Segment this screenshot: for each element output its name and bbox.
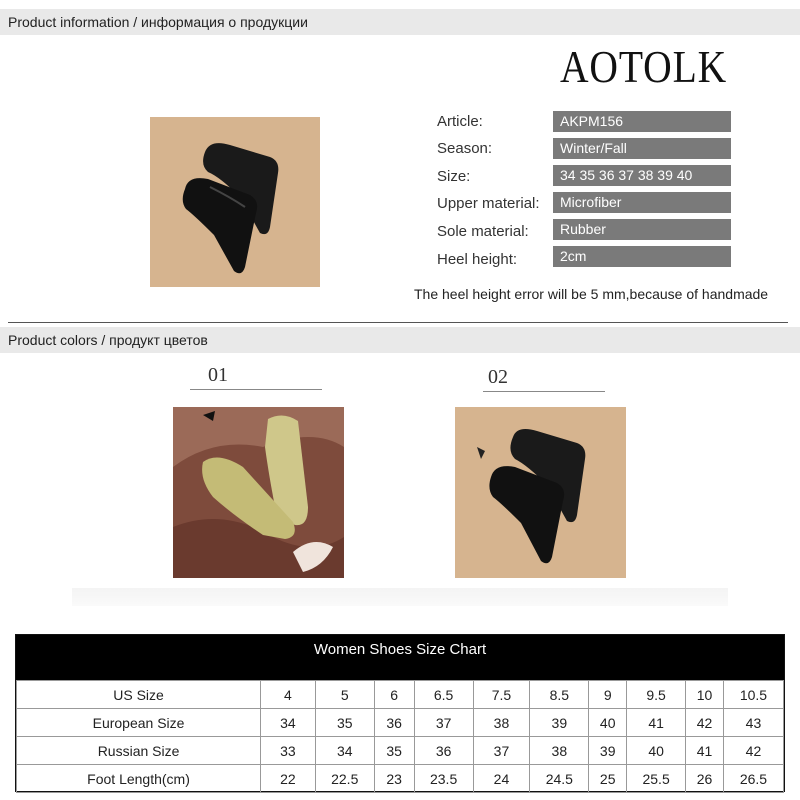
size-chart-cell: 24 [473, 765, 530, 793]
size-chart-row [17, 681, 784, 709]
size-chart-cell: 22 [261, 765, 316, 793]
size-chart-cell: 10 [686, 681, 724, 709]
size-chart-cell: 25 [589, 765, 627, 793]
size-chart-cell: 7.5 [473, 681, 530, 709]
size-chart-cell: 40 [627, 737, 686, 765]
size-chart-cell: 43 [723, 709, 783, 737]
black-shoes-illustration [150, 117, 320, 287]
size-chart-cell: 6 [374, 681, 414, 709]
size-chart-cell: 10.5 [723, 681, 783, 709]
spec-label-heel-height: Heel height: [437, 251, 518, 268]
size-chart-cell: 38 [530, 737, 589, 765]
brand-logo: AOTOLK [560, 41, 728, 92]
size-chart-cell: 42 [686, 709, 724, 737]
size-chart-cell: 38 [473, 709, 530, 737]
spec-label-article: Article: [437, 113, 483, 130]
size-chart-cell: 9.5 [627, 681, 686, 709]
size-chart-cell: 37 [473, 737, 530, 765]
spec-label-upper-material: Upper material: [437, 195, 540, 212]
size-chart-cell: 9 [589, 681, 627, 709]
size-chart-cell: 33 [261, 737, 316, 765]
size-chart-cell: 40 [589, 709, 627, 737]
size-chart-cell: 34 [315, 737, 374, 765]
size-chart-cell: 8.5 [530, 681, 589, 709]
size-chart-cell: 41 [686, 737, 724, 765]
heel-height-note: The heel height error will be 5 mm,because of handmade [414, 286, 769, 302]
size-chart-cell: 39 [589, 737, 627, 765]
gallery-shadow-strip [72, 588, 728, 606]
color-option-number-01: 01 [208, 364, 228, 386]
size-chart-cell: 26 [686, 765, 724, 793]
size-chart-cell: 36 [374, 709, 414, 737]
black-shoes-illustration [455, 407, 626, 578]
size-chart-cell: 34 [261, 709, 316, 737]
section-divider [8, 322, 788, 323]
main-product-photo [150, 117, 320, 287]
size-chart-row-label: European Size [17, 709, 261, 737]
size-chart-row [17, 765, 784, 793]
size-chart-title: Women Shoes Size Chart [16, 635, 784, 680]
spec-value-article: AKPM156 [553, 111, 731, 132]
color-option-photo-02[interactable] [455, 407, 626, 578]
color-option-underline-01 [190, 389, 322, 390]
size-chart-cell: 41 [627, 709, 686, 737]
spec-label-season: Season: [437, 140, 493, 157]
size-chart-cell: 35 [315, 709, 374, 737]
size-chart-cell: 37 [414, 709, 473, 737]
size-chart-table [16, 680, 784, 793]
size-chart-cell: 39 [530, 709, 589, 737]
size-chart-cell: 26.5 [723, 765, 783, 793]
size-chart-cell: 23.5 [414, 765, 473, 793]
size-chart-cell: 35 [374, 737, 414, 765]
size-chart-row-label: US Size [17, 681, 261, 709]
yellow-shoes-illustration [173, 407, 344, 578]
section-header-product-colors: Product colors / продукт цветов [0, 327, 800, 353]
color-option-underline-02 [483, 391, 605, 392]
spec-value-heel-height: 2cm [553, 246, 731, 267]
size-chart-cell: 4 [261, 681, 316, 709]
size-chart-cell: 24.5 [530, 765, 589, 793]
size-chart-cell: 22.5 [315, 765, 374, 793]
spec-value-sole-material: Rubber [553, 219, 731, 240]
spec-value-size: 34 35 36 37 38 39 40 [553, 165, 731, 186]
spec-label-size: Size: [437, 168, 471, 185]
size-chart-row-label: Foot Length(cm) [17, 765, 261, 793]
size-chart-cell: 6.5 [414, 681, 473, 709]
size-chart [15, 634, 785, 792]
size-chart-row-label: Russian Size [17, 737, 261, 765]
spec-label-sole-material: Sole material: [437, 223, 529, 240]
size-chart-row [17, 737, 784, 765]
color-option-number-02: 02 [488, 366, 508, 388]
spec-value-upper-material: Microfiber [553, 192, 731, 213]
spec-value-season: Winter/Fall [553, 138, 731, 159]
size-chart-cell: 36 [414, 737, 473, 765]
size-chart-cell: 23 [374, 765, 414, 793]
color-option-photo-01[interactable] [173, 407, 344, 578]
size-chart-cell: 5 [315, 681, 374, 709]
size-chart-cell: 25.5 [627, 765, 686, 793]
section-header-product-information: Product information / информация о продукции [0, 9, 800, 35]
size-chart-row [17, 709, 784, 737]
size-chart-cell: 42 [723, 737, 783, 765]
